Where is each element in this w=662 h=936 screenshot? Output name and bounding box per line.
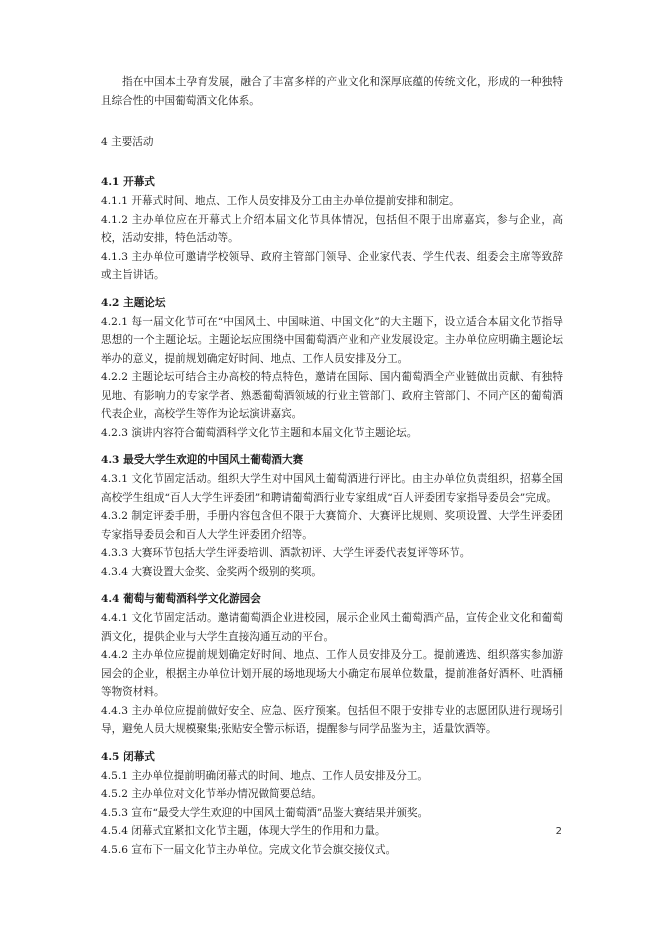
section [101, 293, 563, 443]
chapter-heading: 4 主要活动 [101, 136, 154, 148]
section-title: 4.3 最受大学生欢迎的中国风土葡萄酒大赛 [101, 454, 304, 466]
section-title: 4.2 主题论坛 [101, 296, 166, 309]
page-number: 2 [555, 826, 562, 837]
section [101, 747, 563, 860]
section-title: 4.1 开幕式 [101, 176, 155, 188]
clause-item: 4.4.3 主办单位应提前做好安全、应急、医疗预案。包括但不限于安排专业的志愿团队进行现场引导，避免人员大规模聚集;张贴安全警示标语，提醒参与同学品鉴为主，适量饮酒等。 [101, 704, 563, 735]
clause-item: 4.1.2 主办单位应在开幕式上介绍本届文化节具体情况，包括但不限于出席嘉宾，参与企业，高校，活动安排，特色活动等。 [101, 213, 563, 244]
clause-item: 4.3.4 大赛设置大金奖、金奖两个级别的奖项。 [101, 565, 323, 578]
clause-item: 4.4.2 主办单位应提前规划确定好时间、地点、工作人员安排及分工。提前遴选、组织落实参加游园会的企业，根据主办单位计划开展的场地现场大小确定布展单位数量，提前准备好酒杯、吐酒桶等物资材料。 [101, 649, 563, 698]
clause-item: 4.5.3 宣布“最受大学生欢迎的中国风土葡萄酒”品鉴大赛结果并颁奖。 [101, 806, 429, 819]
clause-item: 4.1.1 开幕式时间、地点、工作人员安排及分工由主办单位提前安排和制定。 [101, 195, 460, 207]
clause-item: 4.3.1 文化节固定活动。组织大学生对中国风土葡萄酒进行评比。由主办单位负责组织，招募全国高校学生组成“百人大学生评委团”和聘请葡萄酒行业专家组成“百人评委团专家指导委员会”完成。 [101, 473, 563, 504]
sections-container [101, 172, 563, 859]
section-title: 4.4 葡萄与葡萄酒科学文化游园会 [101, 593, 261, 605]
intro-paragraph: 指在中国本土孕育发展，融合了丰富多样的产业文化和深厚底蕴的传统文化，形成的一种独特且综合性的中国葡萄酒文化体系。 [101, 76, 563, 107]
clause-item: 4.2.2 主题论坛可结合主办高校的特点特色，邀请在国际、国内葡萄酒全产业链做出贡献、有独特见地、有影响力的专家学者、熟悉葡萄酒领域的行业主管部门、政府主管部门、不同产区的葡萄酒代表企业，高校学生等作为论坛演讲嘉宾。 [101, 371, 563, 420]
clause-item: 4.5.6 宣布下一届文化节主办单位。完成文化节会旗交接仪式。 [101, 843, 397, 856]
clause-item: 4.3.3 大赛环节包括大学生评委培训、酒款初评、大学生评委代表复评等环节。 [101, 547, 471, 559]
clause-item: 4.4.1 文化节固定活动。邀请葡萄酒企业进校园，展示企业风土葡萄酒产品，宣传企业文化和葡萄酒文化，提供企业与大学生直接沟通互动的平台。 [101, 612, 563, 643]
clause-item: 4.2.3 演讲内容符合葡萄酒科学文化节主题和本届文化节主题论坛。 [101, 426, 418, 439]
clause-item: 4.5.4 闭幕式宜紧扣文化节主题，体现大学生的作用和力量。 [101, 825, 386, 837]
clause-item: 4.1.3 主办单位可邀请学校领导、政府主管部门领导、企业家代表、学生代表、组委会主席等致辞或主旨讲话。 [101, 250, 563, 281]
page-content [101, 73, 563, 859]
section-title: 4.5 闭幕式 [101, 750, 155, 763]
section [101, 589, 563, 739]
clause-item: 4.2.1 每一届文化节可在“中国风土、中国味道、中国文化”的大主题下，设立适合本届文化节指导思想的一个主题论坛。主题论坛应围绕中国葡萄酒产业和产业发展设定。主办单位应明确主题论坛举办的意义，提前规划确定好时间、地点、工作人员安排及分工。 [101, 315, 563, 365]
section [101, 172, 563, 285]
section [101, 450, 563, 581]
clause-item: 4.5.1 主办单位提前明确闭幕式的时间、地点、工作人员安排及分工。 [101, 769, 428, 782]
clause-item: 4.5.2 主办单位对文化节举办情况做简要总结。 [101, 788, 323, 800]
clause-item: 4.3.2 制定评委手册，手册内容包含但不限于大赛简介、大赛评比规则、奖项设置、大学生评委团专家指导委员会和百人大学生评委团介绍等。 [101, 510, 563, 541]
